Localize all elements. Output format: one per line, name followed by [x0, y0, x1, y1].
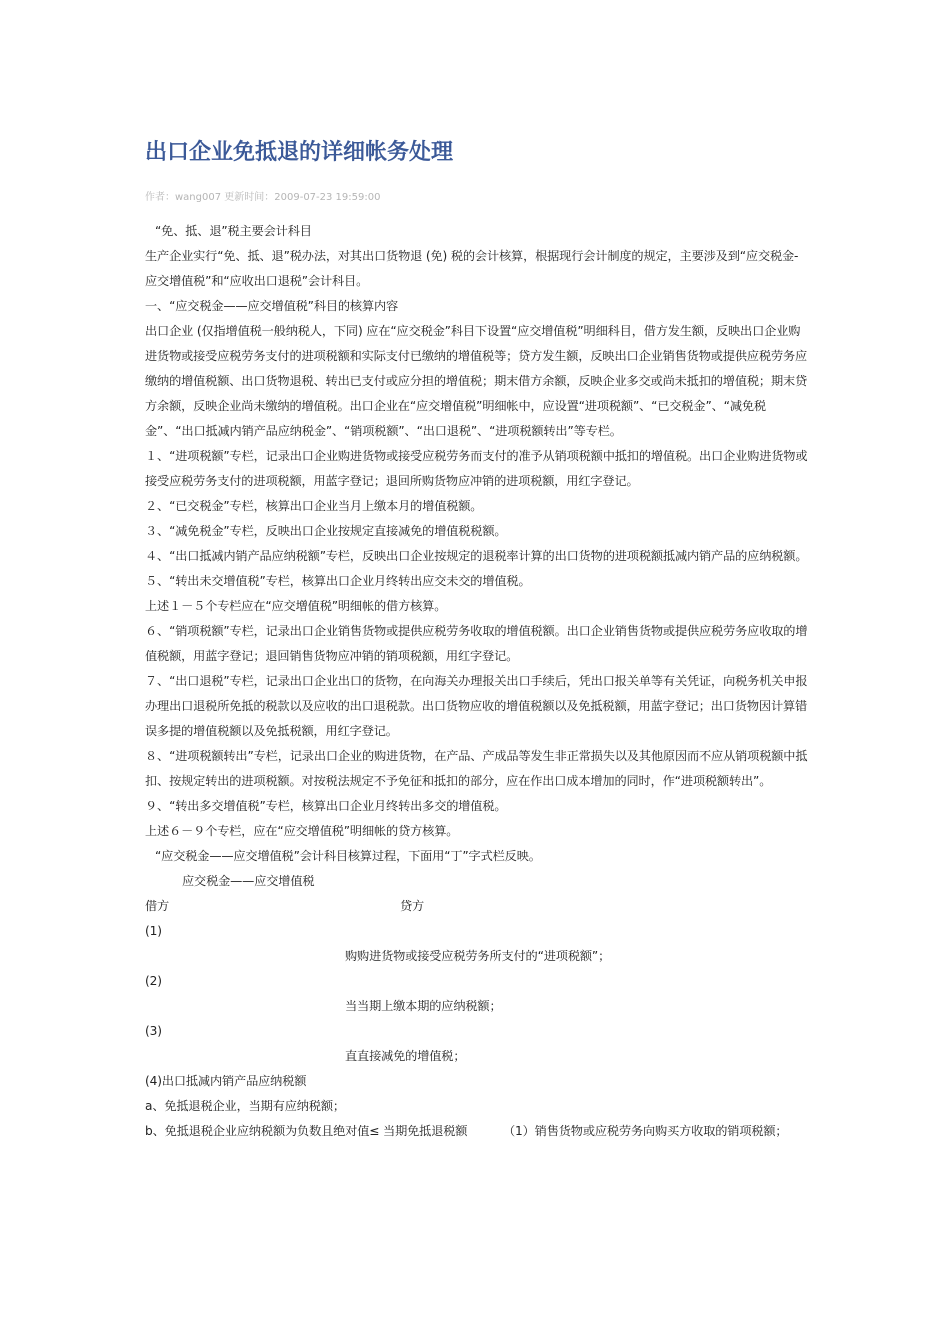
t-row-right — [145, 1044, 808, 1069]
t-row-right-text: 购购进货物或接受应税劳务所支付的“进项税额”； — [345, 949, 611, 963]
paragraph: ６、“销项税额”专栏，记录出口企业销售货物或提供应税劳务收取的增值税额。出口企业销售货物或提供应税劳务应收取的增值税额，用蓝字登记；退回销售货物应冲销的销项税额，用红字登记。 — [145, 624, 808, 663]
t-account-heading: 应交税金——应交增值税 — [182, 874, 315, 888]
paragraph: ９、“转出多交增值税”专栏，核算出口企业月终转出多交的增值税。 — [145, 799, 507, 813]
article-body — [145, 219, 808, 1144]
t-row-right — [145, 994, 808, 1019]
page-title: 出口企业免抵退的详细帐务处理 — [145, 140, 454, 165]
t-row-left: (3) — [145, 1024, 162, 1038]
t-row-left: (2) — [145, 974, 162, 988]
t-row-right-text: 当当期上缴本期的应纳税额； — [345, 999, 502, 1013]
t-row-right-text: 直直接减免的增值税； — [345, 1049, 466, 1063]
paragraph: ７、“出口退税”专栏，记录出口企业出口的货物，在向海关办理报关出口手续后，凭出口报关单等有关凭证，向税务机关申报办理出口退税所免抵的税款以及应收的出口退税款。出口货物应收的增值税额以及免抵税额，用蓝字登记；出口货物因计算错误多提的增值税额以及免抵税额，用红字登记。 — [145, 674, 808, 738]
article-meta: 作者：wang007 更新时间：2009-07-23 19:59:00 — [145, 192, 381, 203]
credit-label: 贷方 — [400, 899, 425, 913]
debit-label: 借方 — [145, 899, 170, 913]
paragraph: ８、“进项税额转出”专栏，记录出口企业的购进货物，在产品、产成品等发生非正常损失以及其他原因而不应从销项税额中抵扣、按规定转出的进项税额。对按税法规定不予免征和抵扣的部分，应在作出口成本增加的同时，作“进项税额转出”。 — [145, 749, 808, 788]
paragraph: ４、“出口抵减内销产品应纳税额”专栏，反映出口企业按规定的退税率计算的出口货物的进项税额抵减内销产品的应纳税额。 — [145, 549, 808, 563]
paragraph: 上述６－９个专栏，应在“应交增值税”明细帐的贷方核算。 — [145, 824, 459, 838]
paragraph: ５、“转出未交增值税”专栏，核算出口企业月终转出应交未交的增值税。 — [145, 574, 531, 588]
t-item-b — [145, 1119, 808, 1144]
paragraph: 上述１－５个专栏应在“应交增值税”明细帐的借方核算。 — [145, 599, 447, 613]
t-account-labels — [145, 894, 808, 919]
t-item-a: a、免抵退税企业，当期有应纳税额； — [145, 1099, 345, 1113]
paragraph: 生产企业实行“免、抵、退”税办法，对其出口货物退 (免) 税的会计核算，根据现行会计制度的规定，主要涉及到“应交税金-应交增值税”和“应收出口退税”会计科目。 — [145, 249, 799, 288]
paragraph: “应交税金——应交增值税”会计科目核算过程，下面用“丁”字式栏反映。 — [155, 849, 541, 863]
t-item-b-left: b、免抵退税企业应纳税额为负数且绝对值≤ 当期免抵退税额 — [145, 1124, 468, 1138]
t-row-right — [145, 944, 808, 969]
t-row-left: (1) — [145, 924, 162, 938]
paragraph: ３、“减免税金”专栏，反映出口企业按规定直接减免的增值税税额。 — [145, 524, 507, 538]
paragraph: 一、“应交税金——应交增值税”科目的核算内容 — [145, 299, 399, 313]
t-item-4: (4)出口抵减内销产品应纳税额 — [145, 1074, 307, 1088]
paragraph: 出口企业 (仅指增值税一般纳税人，下同) 应在“应交税金”科目下设置“应交增值税”明细科目，借方发生额，反映出口企业购进货物或接受应税劳务支付的进项税额和实际支付已缴纳的增值税等；贷方发生额，反映出口企业销售货物或提供应税劳务应缴纳的增值税额、出口货物退税、转出已支付或应分担的增值税；期末借方余额，反映企业多交或尚未抵扣的增值税；期末贷方余额，反映企业尚未缴纳的增值税。出口企业在“应交增值税”明细帐中，应设置“进项税额”、“已交税金”、“减免税金”、“出口抵减内销产品应纳税金”、“销项税额”、“出口退税”、“进项税额转出”等专栏。 — [145, 324, 808, 438]
paragraph: ２、“已交税金”专栏，核算出口企业当月上缴本月的增值税额。 — [145, 499, 483, 513]
paragraph: １、“进项税额”专栏，记录出口企业购进货物或接受应税劳务而支付的准予从销项税额中抵扣的增值税。出口企业购进货物或接受应税劳务支付的进项税额，用蓝字登记；退回所购货物应冲销的进项税额，用红字登记。 — [145, 449, 808, 488]
t-item-b-right: （1）销售货物或应税劳务向购买方收取的销项税额； — [503, 1124, 788, 1138]
paragraph: “免、抵、退”税主要会计科目 — [155, 224, 312, 238]
